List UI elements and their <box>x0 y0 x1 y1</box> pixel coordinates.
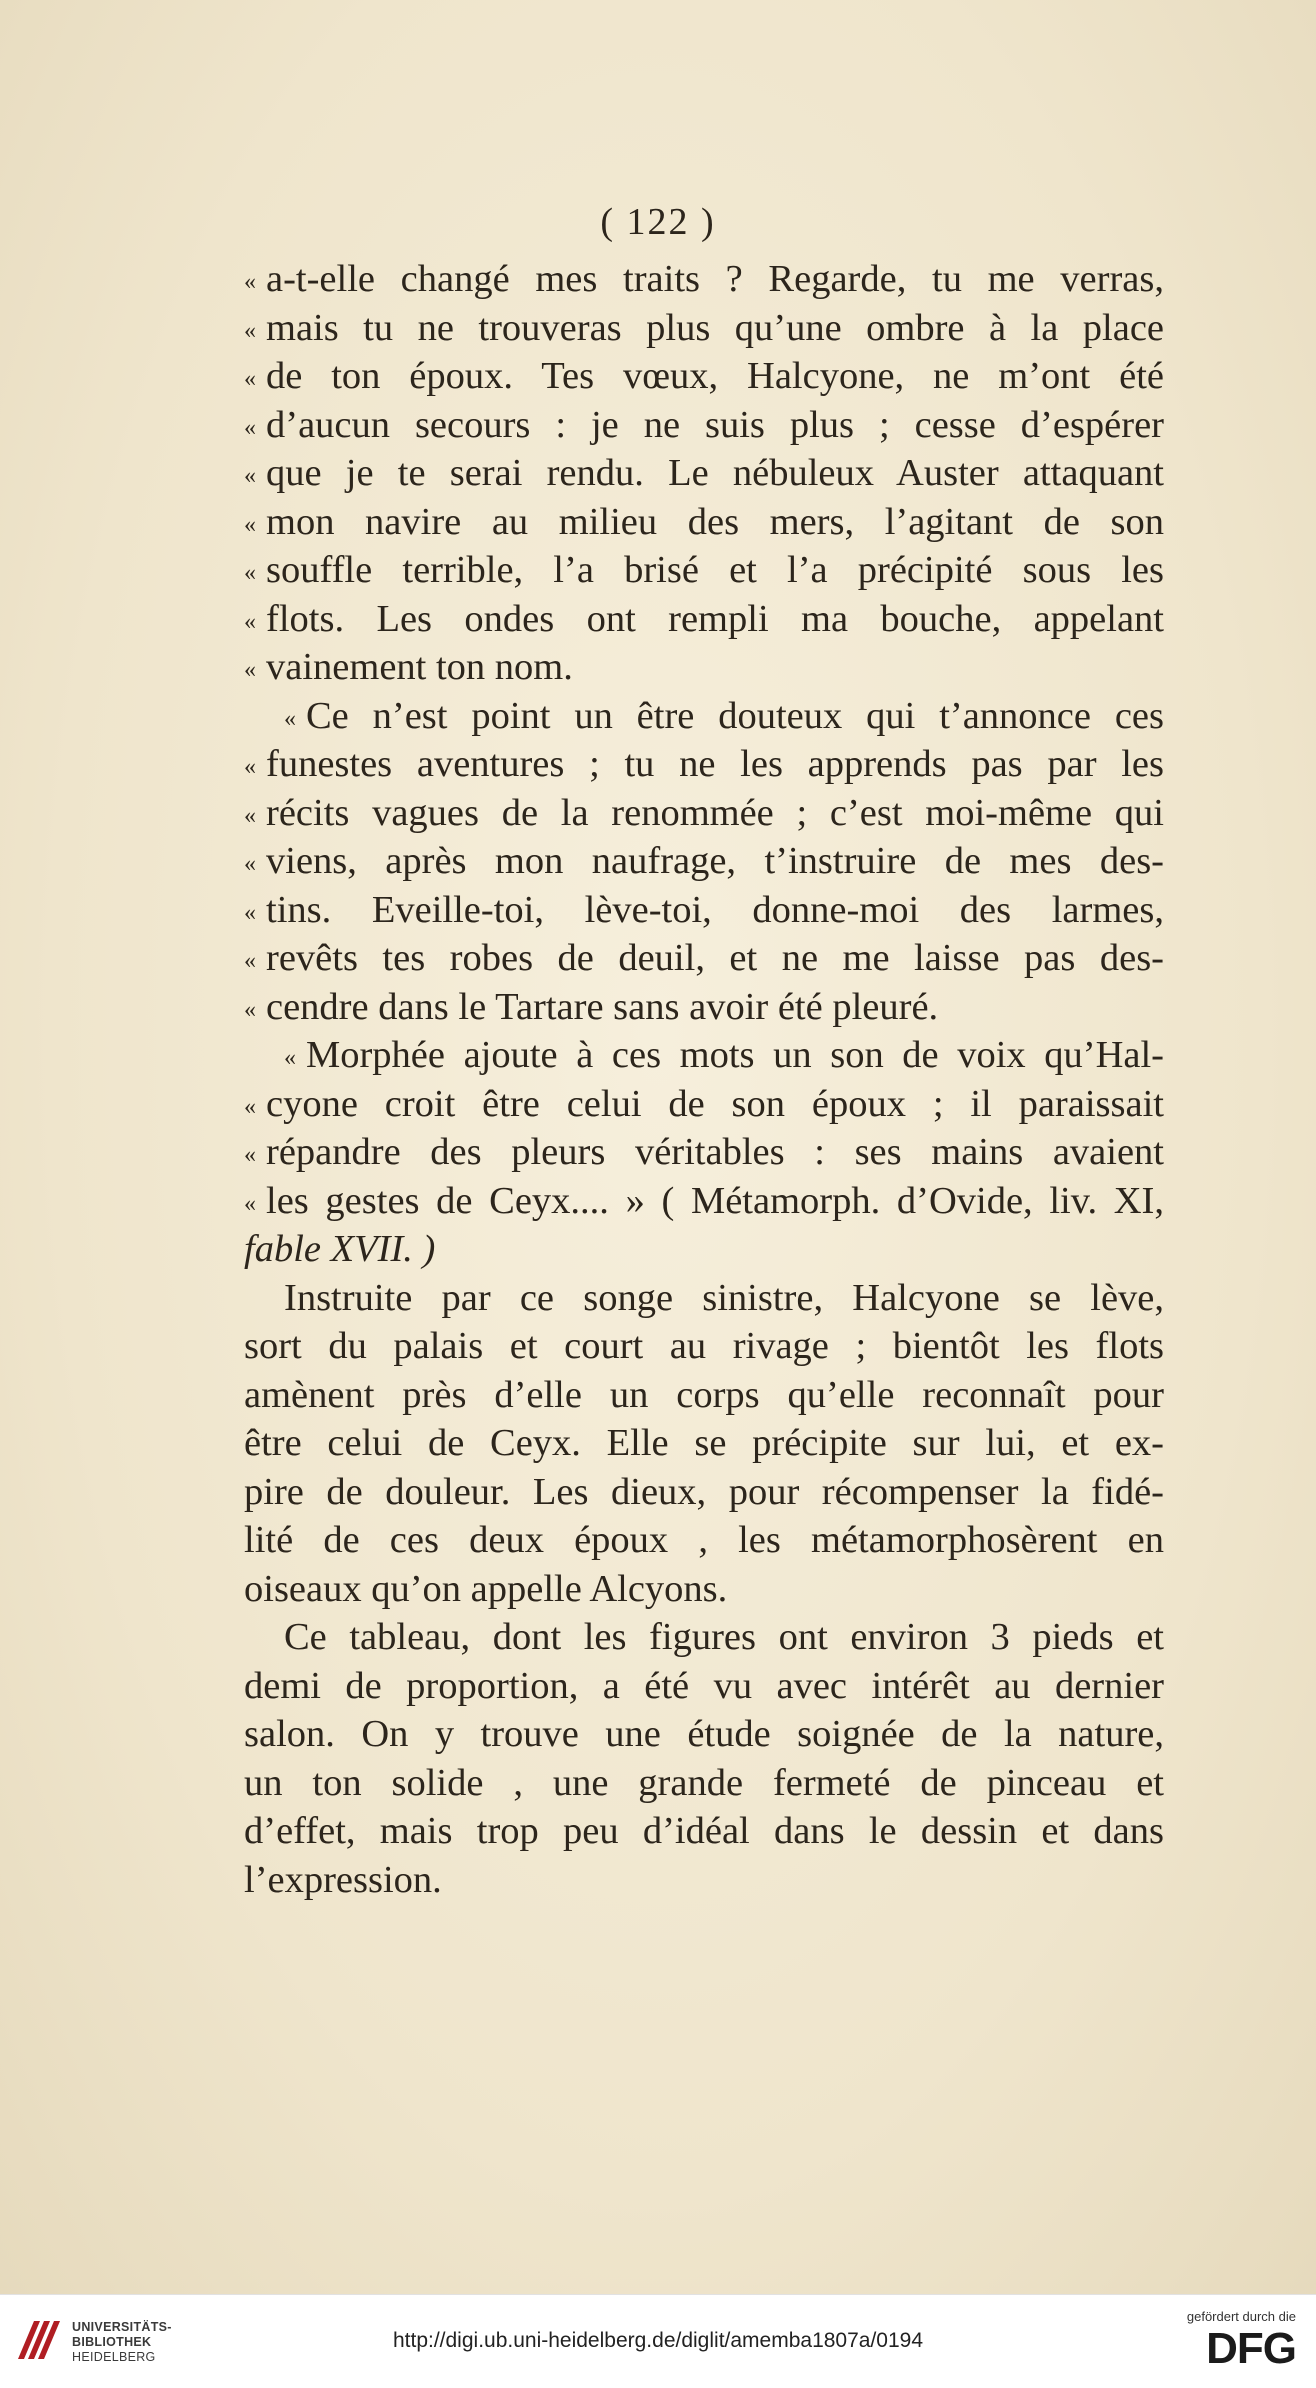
text-line: d’effet, mais trop peu d’idéal dans le dessin et dans <box>244 1810 1164 1852</box>
text-line: « flots. Les ondes ont rempli ma bouche, appelant <box>244 597 1164 640</box>
text-line: « de ton époux. Tes vœux, Halcyone, ne m’ont été <box>244 355 1164 397</box>
text-line: « revêts tes robes de deuil, et ne me laisse pas des- <box>244 937 1164 979</box>
text-line: l’expression. <box>244 1858 442 1901</box>
text-line: « cendre dans le Tartare sans avoir été pleuré. <box>244 985 939 1028</box>
text-line: demi de proportion, a été vu avec intérêt au dernier <box>244 1664 1164 1707</box>
text-line: « d’aucun secours : je ne suis plus ; cesse d’espérer <box>244 403 1164 446</box>
text-line: « a-t-elle changé mes traits ? Regarde, tu me verras, <box>244 258 1164 300</box>
text-line: amènent près d’elle un corps qu’elle reconnaît pour <box>244 1373 1164 1416</box>
text-line: « funestes aventures ; tu ne les apprends pas par les <box>244 743 1164 785</box>
institution-name: UNIVERSITÄTS- BIBLIOTHEK HEIDELBERG <box>72 2320 172 2364</box>
text-line: « les gestes de Ceyx.... » ( Métamorph. d’Ovide, liv. XI, <box>244 1179 1164 1222</box>
text-line: « souffle terrible, l’a brisé et l’a précipité sous les <box>244 549 1164 591</box>
text-line: pire de douleur. Les dieux, pour récompenser la fidé- <box>244 1470 1164 1513</box>
text-line: « que je te serai rendu. Le nébuleux Auster attaquant <box>244 452 1164 494</box>
text-line: « mais tu ne trouveras plus qu’une ombre à la place <box>244 306 1164 349</box>
page-number: ( 122 ) <box>600 201 716 243</box>
text-line: « tins. Eveille-toi, lève-toi, donne-moi des larmes, <box>244 888 1164 931</box>
permalink-url[interactable]: http://digi.ub.uni-heidelberg.de/diglit/amemba1807a/0194 <box>392 2329 924 2352</box>
text-line: « cyone croit être celui de son époux ; il paraissait <box>244 1082 1164 1125</box>
text-line: Instruite par ce songe sinistre, Halcyone se lève, <box>284 1276 1164 1319</box>
text-line: « mon navire au milieu des mers, l’agitant de son <box>244 500 1164 543</box>
text-line: un ton solide , une grande fermeté de pinceau et <box>244 1761 1164 1804</box>
text-line: oiseaux qu’on appelle Alcyons. <box>244 1567 728 1610</box>
text-line: Ce tableau, dont les figures ont environ 3 pieds et <box>284 1616 1164 1658</box>
text-line: « Ce n’est point un être douteux qui t’annonce ces <box>284 694 1164 737</box>
text-line: lité de ces deux époux , les métamorphosèrent en <box>244 1519 1164 1561</box>
viewer-footer <box>0 2294 1316 2388</box>
text-line: sort du palais et court au rivage ; bientôt les flots <box>244 1325 1164 1367</box>
funder-logo: gefördert durch die DFG <box>1186 2309 1296 2373</box>
text-line: « répandre des pleurs véritables : ses mains avaient <box>244 1131 1164 1173</box>
text-line: « viens, après mon naufrage, t’instruire de mes des- <box>244 840 1164 882</box>
text-line: être celui de Ceyx. Elle se précipite sur lui, et ex- <box>244 1422 1164 1464</box>
text-line: fable XVII. ) <box>244 1228 436 1270</box>
text-line: « vainement ton nom. <box>244 646 573 688</box>
text-line: « récits vagues de la renommée ; c’est moi-même qui <box>244 791 1164 834</box>
text-line: « Morphée ajoute à ces mots un son de voix qu’Hal- <box>284 1034 1164 1076</box>
body-text <box>244 255 1164 1904</box>
text-line: salon. On y trouve une étude soignée de la nature, <box>244 1713 1164 1755</box>
